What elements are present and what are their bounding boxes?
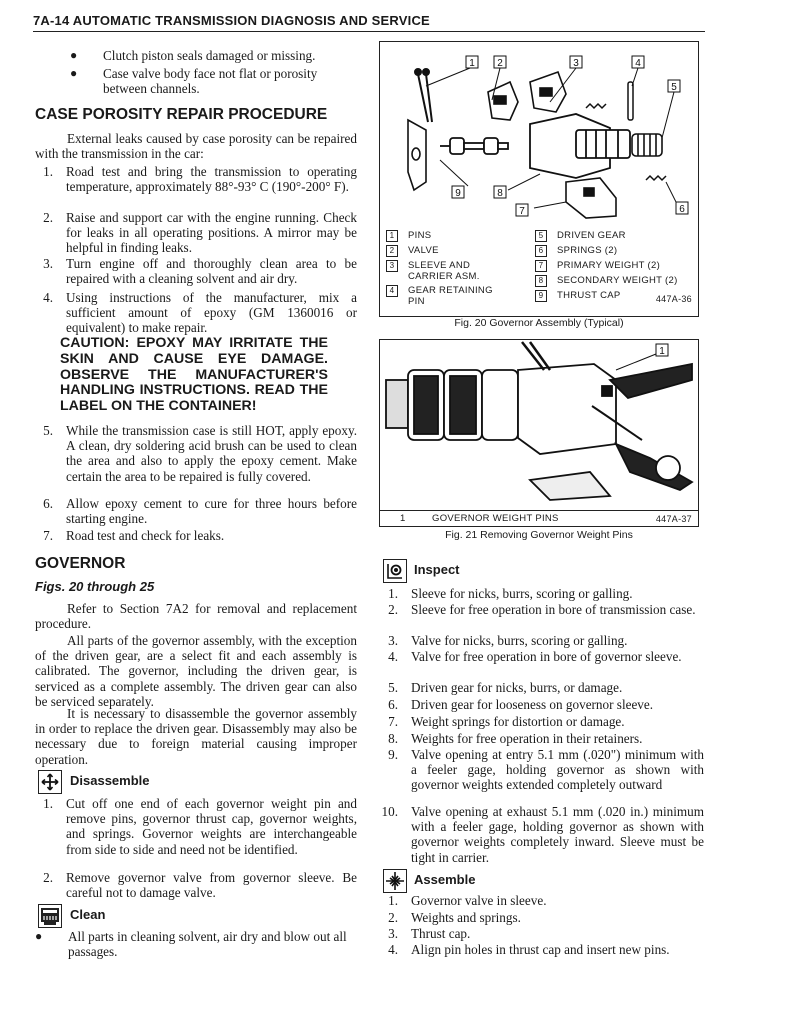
legend-text: GEAR RETAINING PIN: [408, 285, 493, 307]
thrust-cap-drawing: [408, 120, 426, 190]
assemble-heading: Assemble: [414, 872, 476, 887]
callout-4: 4: [635, 58, 641, 69]
legend-text: PRIMARY WEIGHT (2): [557, 260, 661, 271]
inspect-heading: Inspect: [414, 562, 460, 577]
legend-text: SECONDARY WEIGHT (2): [557, 275, 678, 286]
legend-number: 8: [535, 275, 547, 287]
governor-paragraph: It is necessary to disassemble the governor assembly in order to replace the driven gear. Disassembly may also be necessary due to foreign material causing improper operation.: [35, 706, 357, 767]
figure-code: 447A-37: [655, 514, 692, 524]
legend-number: 7: [535, 260, 547, 272]
figure-20-box: [379, 41, 699, 317]
callout-6: 6: [679, 204, 685, 215]
legend-number: 1: [400, 513, 406, 524]
callout-7: 7: [519, 206, 525, 217]
disassemble-icon: [38, 770, 62, 794]
callout-2: 2: [497, 58, 503, 69]
governor-assembly-illustration: [380, 42, 698, 227]
legend-text: VALVE: [408, 245, 439, 256]
figure-21-caption: Fig. 21 Removing Governor Weight Pins: [445, 529, 633, 541]
governor-figs-ref: Figs. 20 through 25: [35, 579, 155, 594]
bracket-drawing: [566, 178, 616, 218]
governor-heading: GOVERNOR: [35, 555, 126, 572]
callout-1: 1: [659, 346, 665, 357]
figure-20-legend: [386, 230, 692, 314]
legend-number: 5: [535, 230, 547, 242]
clean-icon: [38, 904, 62, 928]
page-header: 7A-14 AUTOMATIC TRANSMISSION DIAGNOSIS AND SERVICE: [33, 13, 430, 28]
spring-drawing: [586, 104, 606, 108]
assemble-icon: [383, 869, 407, 893]
callout-1: 1: [469, 58, 475, 69]
legend-number: 1: [386, 230, 398, 242]
figure-21-legend: [380, 510, 698, 527]
callout-8: 8: [497, 188, 503, 199]
legend-text: DRIVEN GEAR: [557, 230, 626, 241]
weight-drawing: [488, 82, 518, 120]
callout-5: 5: [671, 82, 677, 93]
removing-weight-pins-illustration: [380, 340, 698, 508]
legend-text: THRUST CAP: [557, 290, 621, 301]
header-rule: [33, 31, 705, 32]
spring-drawing: [646, 176, 666, 180]
weight-drawing: [530, 72, 566, 112]
legend-number: 2: [386, 245, 398, 257]
pins-drawing: [415, 69, 432, 122]
figure-20-caption: Fig. 20 Governor Assembly (Typical): [454, 317, 624, 329]
callout-3: 3: [573, 58, 579, 69]
governor-paragraph: All parts of the governor assembly, with the exception of the driven gear, are a select fit and each assembly is calibrated. The governor, including the driven gear, is serviced as a complete assembly. The driven gear can also be serviced separately.: [35, 633, 357, 709]
case-intro: External leaks caused by case porosity can be repaired with the transmission in the car:: [35, 131, 357, 162]
figure-21-box: [379, 339, 699, 527]
legend-number: 6: [535, 245, 547, 257]
caution-warning: CAUTION: EPOXY MAY IRRITATE THE SKIN AND CAUSE EYE DAMAGE. OBSERVE THE MANUFACTURER'S HANDLING INSTRUCTIONS. READ THE LABEL ON THE CONTAINER!: [60, 335, 328, 415]
inspect-icon: [383, 559, 407, 583]
legend-number: 4: [386, 285, 398, 297]
legend-text: SPRINGS (2): [557, 245, 618, 256]
legend-number: 3: [386, 260, 398, 272]
figure-code: 447A-36: [655, 294, 692, 304]
clean-heading: Clean: [70, 907, 106, 922]
legend-text: SLEEVE AND CARRIER ASM.: [408, 260, 480, 282]
valve-drawing: [440, 138, 508, 154]
gear-pin-drawing: [628, 82, 633, 120]
callout-9: 9: [455, 188, 461, 199]
legend-number: 9: [535, 290, 547, 302]
legend-text: PINS: [408, 230, 432, 241]
governor-paragraph: Refer to Section 7A2 for removal and replacement procedure.: [35, 601, 357, 632]
disassemble-heading: Disassemble: [70, 773, 150, 788]
legend-text: GOVERNOR WEIGHT PINS: [432, 513, 559, 524]
case-porosity-heading: CASE POROSITY REPAIR PROCEDURE: [35, 106, 328, 123]
sleeve-carrier-drawing: [530, 114, 630, 178]
driven-gear-drawing: [632, 134, 662, 156]
